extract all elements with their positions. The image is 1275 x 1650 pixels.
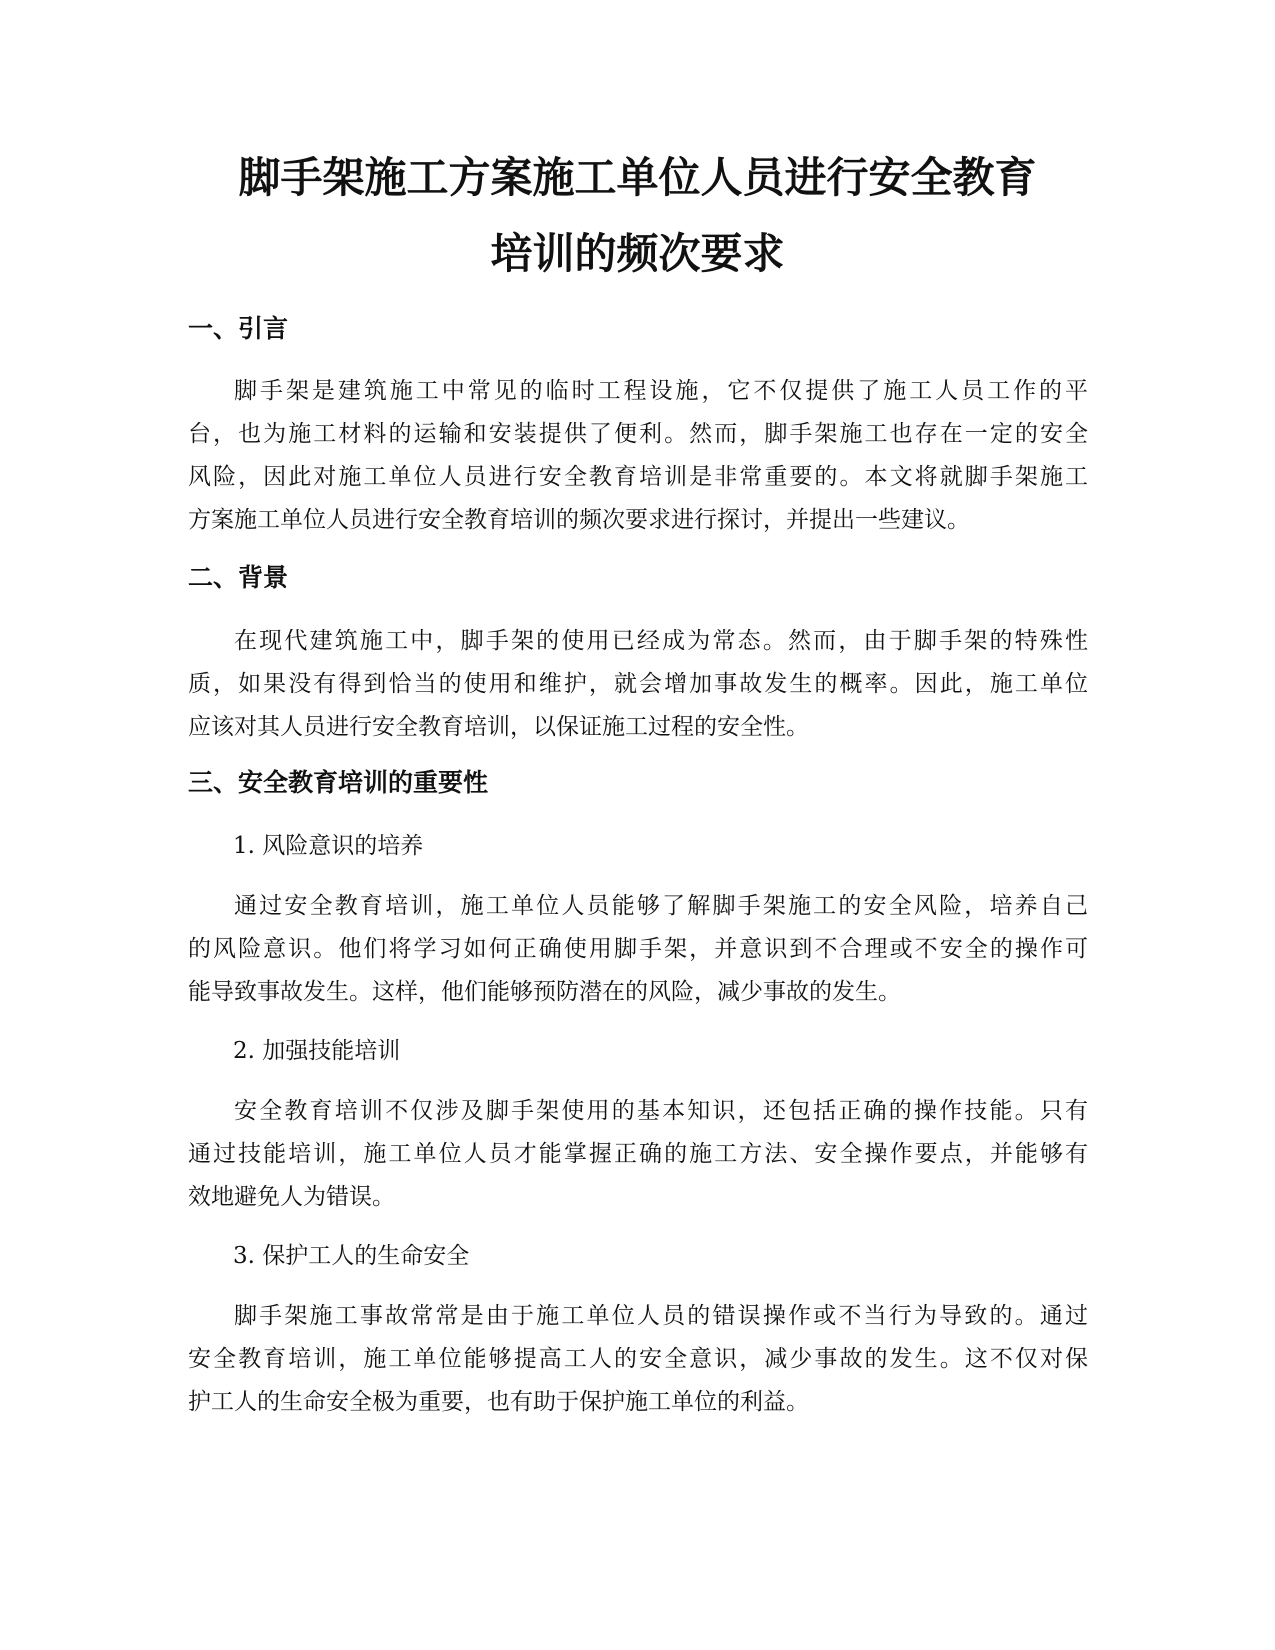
title-line: 脚手架施工方案施工单位人员进行安全教育	[238, 153, 1037, 202]
paragraph-line: 方案施工单位人员进行安全教育培训的频次要求进行探讨，并提出一些建议。	[188, 507, 970, 533]
paragraph-line: 的风险意识。他们将学习如何正确使用脚手架，并意识到不合理或不安全的操作可	[188, 936, 1088, 962]
paragraph-line: 脚手架是建筑施工中常见的临时工程设施，它不仅提供了施工人员工作的平	[234, 378, 1088, 404]
paragraph-line: 质，如果没有得到恰当的使用和维护，就会增加事故发生的概率。因此，施工单位	[188, 671, 1088, 697]
paragraph-line: 安全教育培训不仅涉及脚手架使用的基本知识，还包括正确的操作技能。只有	[234, 1098, 1088, 1124]
paragraph-line: 能导致事故发生。这样，他们能够预防潜在的风险，减少事故的发生。	[188, 979, 901, 1005]
paragraph-line: 在现代建筑施工中，脚手架的使用已经成为常态。然而，由于脚手架的特殊性	[234, 628, 1088, 654]
subitem-worker-safety: 3. 保护工人的生命安全	[233, 1243, 470, 1269]
background-paragraph	[188, 620, 1088, 749]
document-title	[180, 140, 1095, 292]
paragraph-line: 通过技能培训，施工单位人员才能掌握正确的施工方法、安全操作要点，并能够有	[188, 1141, 1088, 1167]
paragraph-line: 风险，因此对施工单位人员进行安全教育培训是非常重要的。本文将就脚手架施工	[188, 464, 1088, 490]
worker-safety-paragraph	[188, 1295, 1088, 1424]
section-heading-background: 二、背景	[188, 563, 289, 592]
title-line: 培训的频次要求	[490, 229, 785, 278]
paragraph-line: 脚手架施工事故常常是由于施工单位人员的错误操作或不当行为导致的。通过	[234, 1303, 1088, 1329]
risk-awareness-paragraph	[188, 885, 1088, 1014]
paragraph-line: 通过安全教育培训，施工单位人员能够了解脚手架施工的安全风险，培养自己	[234, 893, 1088, 919]
introduction-paragraph	[188, 370, 1088, 542]
paragraph-line: 效地避免人为错误。	[188, 1184, 395, 1210]
section-heading-importance: 三、安全教育培训的重要性	[188, 768, 489, 797]
section-heading-introduction: 一、引言	[188, 314, 289, 343]
subitem-risk-awareness: 1. 风险意识的培养	[233, 833, 424, 859]
paragraph-line: 台，也为施工材料的运输和安装提供了便利。然而，脚手架施工也存在一定的安全	[188, 421, 1088, 447]
skills-training-paragraph	[188, 1090, 1088, 1219]
subitem-skills-training: 2. 加强技能培训	[233, 1038, 401, 1064]
paragraph-line: 应该对其人员进行安全教育培训，以保证施工过程的安全性。	[188, 714, 809, 740]
paragraph-line: 安全教育培训，施工单位能够提高工人的安全意识，减少事故的发生。这不仅对保	[188, 1346, 1088, 1372]
paragraph-line: 护工人的生命安全极为重要，也有助于保护施工单位的利益。	[188, 1389, 809, 1415]
